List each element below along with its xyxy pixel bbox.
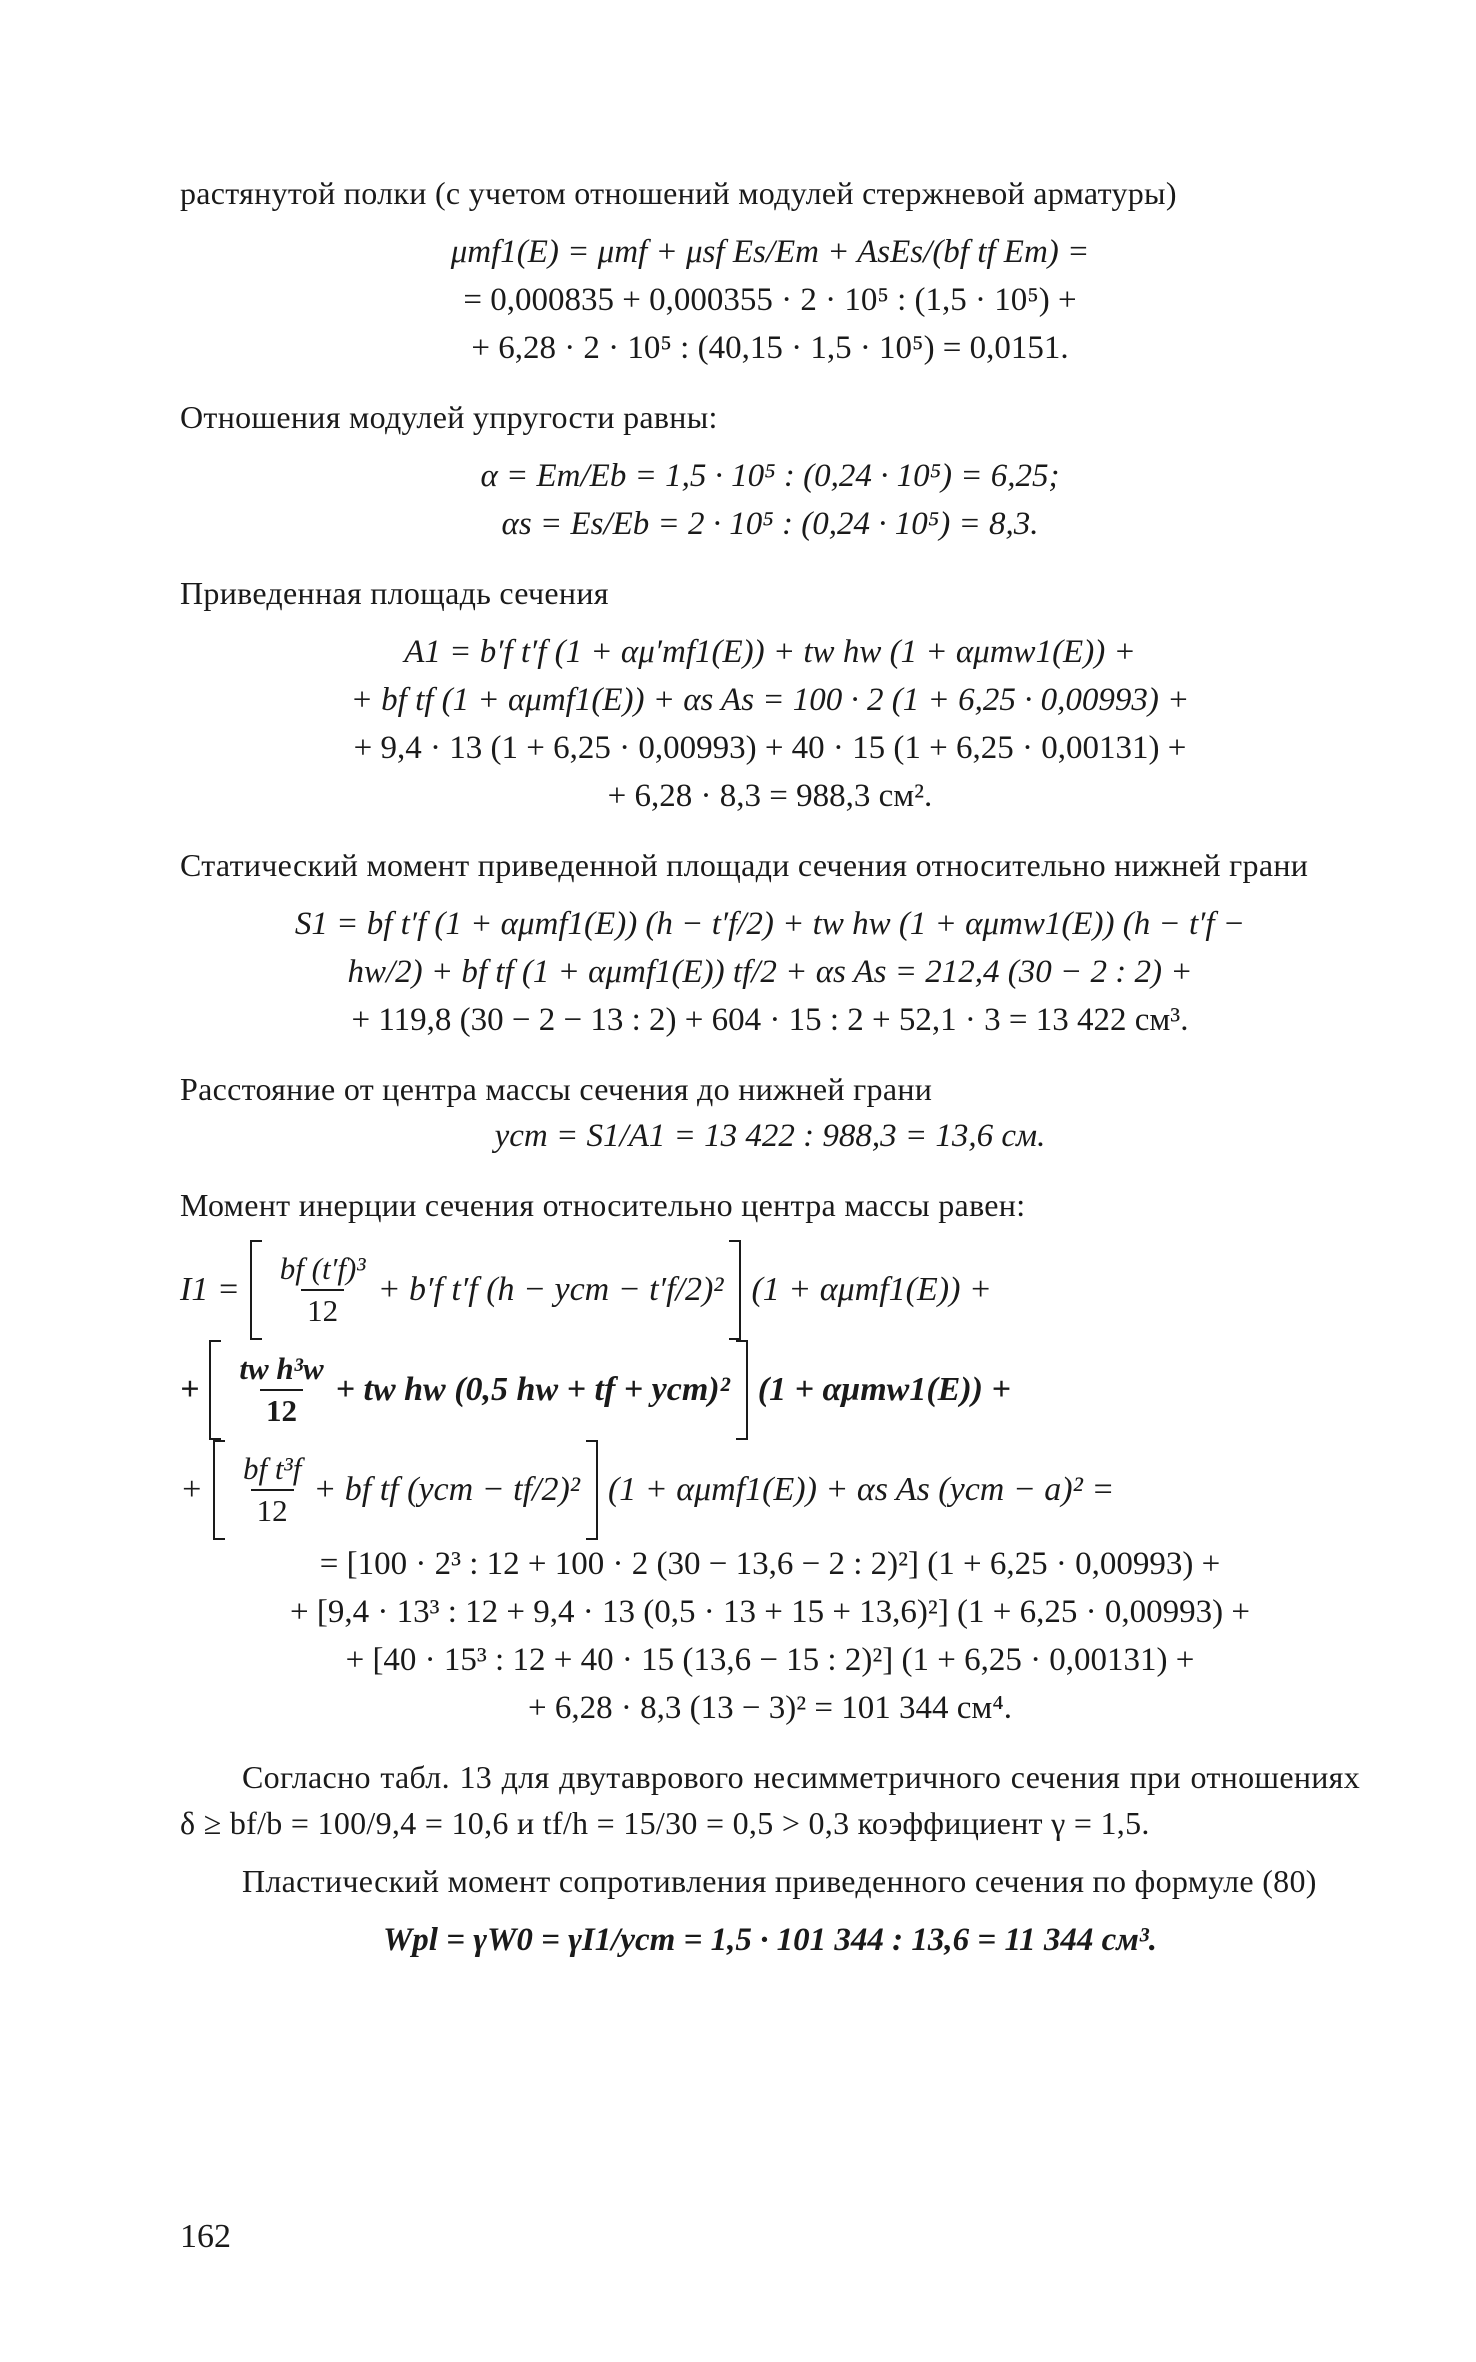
paragraph-table-13: Согласно табл. 13 для двутаврового несимметричного сечения при отношениях δ ≥ bf/b = 100/9,4 = 10,6 и tf/h = 15/30 = 0,5 > 0,3 коэффициент γ = 1,5. (180, 1759, 1360, 1841)
fraction (237, 1449, 307, 1531)
page-number: 162 (180, 2218, 231, 2255)
equation-area-line-2: + bf tf (1 + αμmf1(E)) + αs As = 100 · 2 (1 + 6,25 · 0,00993) + (350, 682, 1190, 718)
equation-wpl: Wpl = γW0 = γI1/ycm = 1,5 · 101 344 : 13,6 = 11 344 см³. (382, 1922, 1158, 1958)
fraction-numerator: tw h³w (239, 1351, 324, 1386)
fraction (233, 1349, 329, 1431)
inertia-row-3-tail: (1 + αμmf1(E)) + αs As (ycm − a)² = (607, 1471, 1115, 1508)
inertia-row-2-tail: (1 + αμmw1(E)) + (757, 1371, 1011, 1408)
paragraph-moment-of-inertia: Момент инерции сечения относительно центра массы равен: (180, 1187, 1026, 1223)
fraction (274, 1249, 372, 1331)
fraction-numerator: bf (t′f)³ (279, 1251, 366, 1286)
page-body (180, 170, 1360, 1964)
bracket-left (250, 1240, 262, 1340)
bracket-left (213, 1440, 225, 1540)
equation-inertia-line-4: + 6,28 · 8,3 (13 − 3)² = 101 344 см⁴. (528, 1690, 1012, 1726)
fraction-denominator: 12 (251, 1489, 294, 1531)
paragraph-modulus-ratios: Отношения модулей упругости равны: (180, 399, 718, 435)
equation-inertia-line-2: + [9,4 · 13³ : 12 + 9,4 · 13 (0,5 · 13 + 15 + 13,6)²] (1 + 6,25 · 0,00993) + (289, 1594, 1250, 1630)
bracket-left (209, 1340, 221, 1440)
inertia-row-3-middle: + bf tf (ycm − tf/2)² (313, 1471, 580, 1508)
inertia-row-2-middle: + tw hw (0,5 hw + tf + ycm)² (335, 1371, 730, 1408)
equation-area-line-3: + 9,4 · 13 (1 + 6,25 · 0,00993) + 40 · 15 (1 + 6,25 · 0,00131) + (353, 730, 1187, 766)
equation-inertia-line-1: = [100 · 2³ : 12 + 100 · 2 (30 − 13,6 − 2 : 2)²] (1 + 6,25 · 0,00993) + (319, 1546, 1221, 1582)
equation-mu-line-3: + 6,28 · 2 · 10⁵ : (40,15 · 1,5 · 10⁵) = 0,0151. (471, 330, 1069, 366)
paragraph-flange: растянутой полки (с учетом отношений модулей стержневой арматуры) (180, 175, 1177, 211)
paragraph-reduced-area: Приведенная площадь сечения (180, 575, 609, 611)
equation-alpha-s: αs = Es/Eb = 2 · 10⁵ : (0,24 · 10⁵) = 8,3. (501, 506, 1039, 542)
inertia-lhs: I1 = (180, 1271, 240, 1308)
equation-area-line-1: A1 = b′f t′f (1 + αμ′mf1(E)) + tw hw (1 + αμmw1(E)) + (404, 634, 1136, 670)
bracket-right (729, 1240, 741, 1340)
equation-alpha: α = Em/Eb = 1,5 · 10⁵ : (0,24 · 10⁵) = 6,25; (480, 458, 1060, 494)
paragraph-centroid-distance: Расстояние от центра массы сечения до нижней грани (180, 1071, 933, 1107)
equation-static-line-1: S1 = bf t′f (1 + αμmf1(E)) (h − t′f/2) + tw hw (1 + αμmw1(E)) (h − t′f − (294, 906, 1246, 942)
paragraph-plastic-moment: Пластический момент сопротивления приведенного сечения по формуле (80) (242, 1863, 1317, 1899)
fraction-numerator: bf t³f (242, 1451, 302, 1486)
bracket-right (736, 1340, 748, 1440)
fraction-denominator: 12 (301, 1289, 344, 1331)
equation-ycm: ycm = S1/A1 = 13 422 : 988,3 = 13,6 см. (494, 1118, 1046, 1154)
inertia-row-3-lead: + (180, 1471, 203, 1508)
paragraph-static-moment: Статический момент приведенной площади сечения относительно нижней грани (180, 847, 1309, 883)
equation-static-line-2: hw/2) + bf tf (1 + αμmf1(E)) tf/2 + αs As = 212,4 (30 − 2 : 2) + (347, 954, 1193, 990)
inertia-row-2-lead: + (180, 1371, 200, 1408)
equation-static-line-3: + 119,8 (30 − 2 − 13 : 2) + 604 · 15 : 2 + 52,1 · 3 = 13 422 см³. (351, 1002, 1189, 1038)
inertia-formula-row-3 (180, 1440, 1360, 1540)
inertia-formula-row-2 (180, 1340, 1360, 1440)
equation-mu-line-2: = 0,000835 + 0,000355 · 2 · 10⁵ : (1,5 · 10⁵) + (463, 282, 1077, 318)
bracket-right (586, 1440, 598, 1540)
inertia-row-1-middle: + b′f t′f (h − ycm − t′f/2)² (377, 1271, 724, 1308)
inertia-row-1-tail: (1 + αμmf1(E)) + (751, 1271, 992, 1308)
fraction-denominator: 12 (260, 1389, 303, 1431)
equation-mu-line-1: μmf1(E) = μmf + μsf Es/Em + AsEs/(bf tf Em) = (450, 234, 1090, 270)
inertia-formula-row-1 (180, 1240, 1360, 1340)
equation-inertia-line-3: + [40 · 15³ : 12 + 40 · 15 (13,6 − 15 : 2)²] (1 + 6,25 · 0,00131) + (345, 1642, 1195, 1678)
equation-area-line-4: + 6,28 · 8,3 = 988,3 см². (607, 778, 933, 814)
